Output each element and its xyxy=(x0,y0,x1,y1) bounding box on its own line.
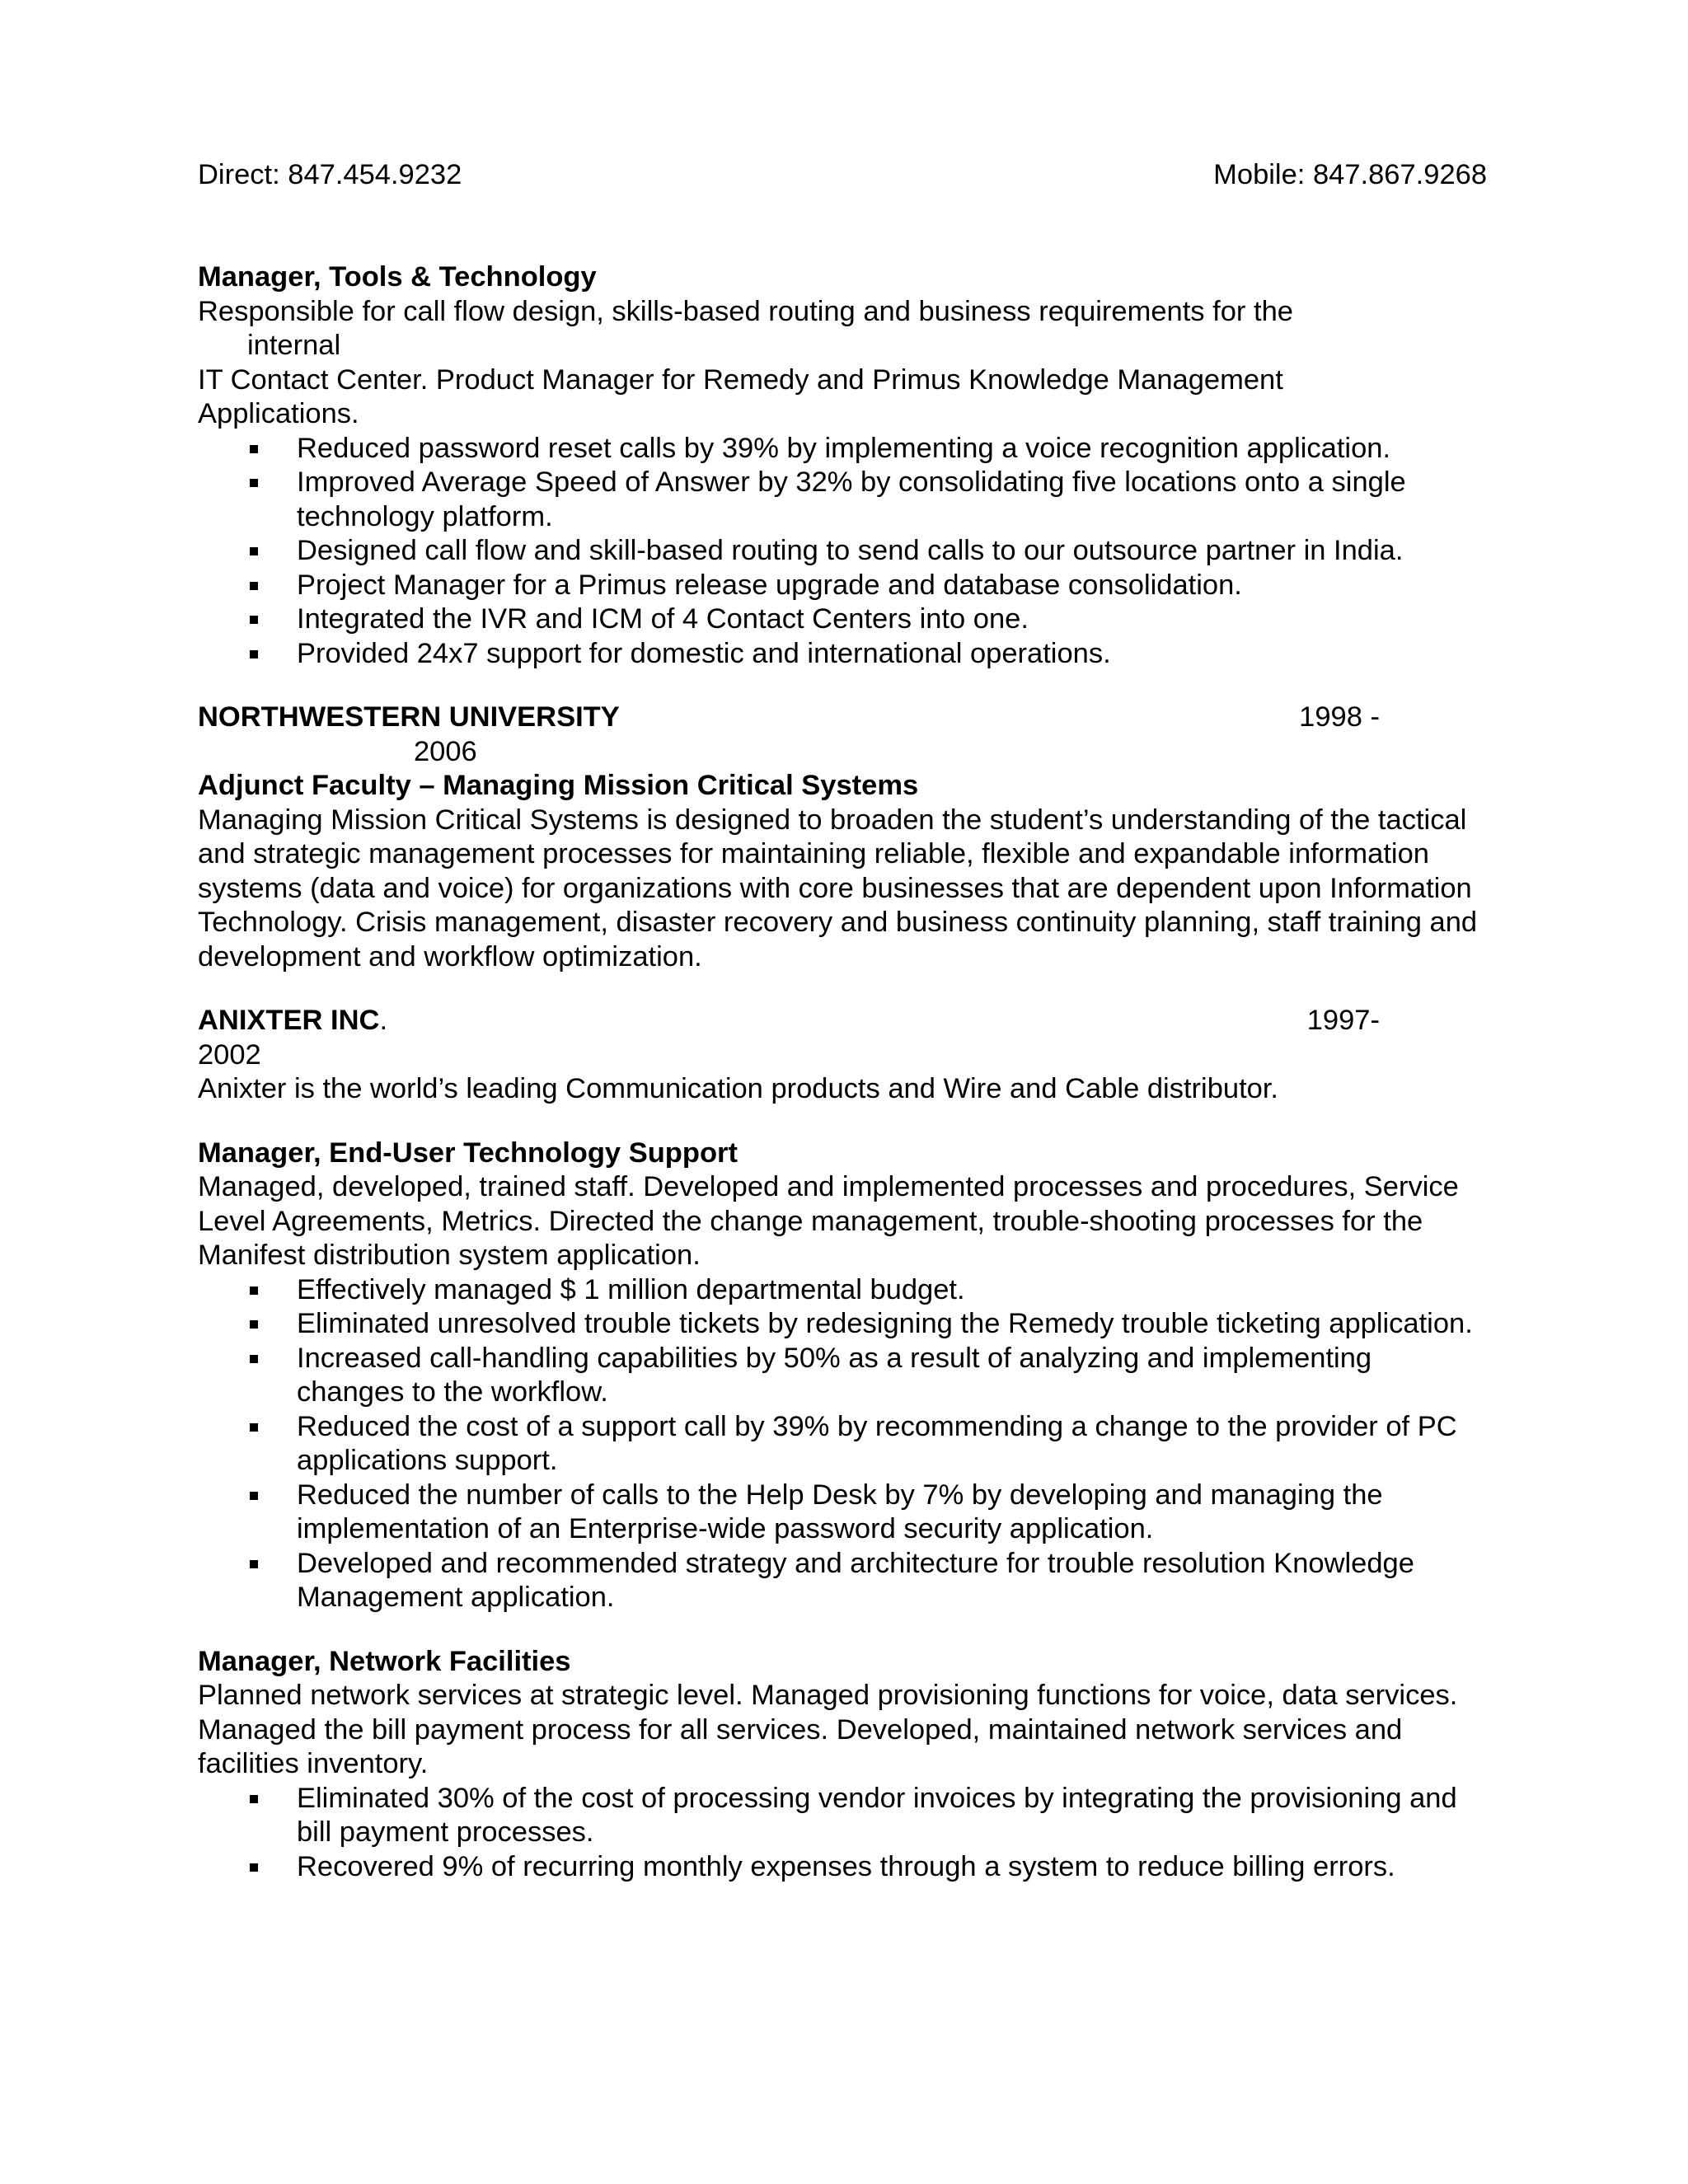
mobile-phone: Mobile: 847.867.9268 xyxy=(1213,159,1487,190)
anixter-date-start: 1997- xyxy=(1306,1005,1380,1036)
tools-desc-line1: Responsible for call flow design, skills-based routing and business requirements for the xyxy=(198,295,1293,327)
list-item: Reduced the cost of a support call by 39% by recommending a change to the provider of PC applications support. xyxy=(198,1410,1487,1479)
contact-row xyxy=(198,158,1487,193)
company-name-northwestern: NORTHWESTERN UNIVERSITY xyxy=(198,701,620,733)
tools-bullet-list xyxy=(198,432,1487,672)
company-name-anixter-period: . xyxy=(379,1005,388,1036)
list-item: Provided 24x7 support for domestic and international operations. xyxy=(198,637,1487,672)
northwestern-desc: Managing Mission Critical Systems is designed to broaden the student’s understanding of the tactical and strategic management processes for maintaining reliable, flexible and expandable information systems (data and voice) for organizations with core businesses that are dependent upon Information Technology. Crisis management, disaster recovery and business continuity planning, staff training and development and workflow optimization. xyxy=(198,804,1478,972)
tools-desc-line2: internal xyxy=(247,330,341,361)
list-item: Project Manager for a Primus release upgrade and database consolidation. xyxy=(198,569,1487,603)
section-tools-technology xyxy=(198,260,1487,671)
network-desc: Planned network services at strategic level. Managed provisioning functions for voice, data services. Managed the bill payment process for all services. Developed, maintained network services and facilities inventory. xyxy=(198,1680,1458,1779)
list-item: Eliminated 30% of the cost of processing vendor invoices by integrating the provisioning and bill payment processes. xyxy=(198,1782,1487,1850)
end-user-desc: Managed, developed, trained staff. Developed and implemented processes and procedures, Service Level Agreements, Metrics. Directed the change management, trouble-shooting processes for the Manifest distribution system application. xyxy=(198,1171,1459,1271)
anixter-date-end: 2002 xyxy=(198,1038,261,1071)
job-title-end-user: Manager, End-User Technology Support xyxy=(198,1137,738,1169)
job-title-adjunct: Adjunct Faculty – Managing Mission Critical Systems xyxy=(198,770,919,801)
job-title-tools: Manager, Tools & Technology xyxy=(198,261,597,293)
list-item: Reduced the number of calls to the Help Desk by 7% by developing and managing the implementation of an Enterprise-wide password security application. xyxy=(198,1479,1487,1547)
northwestern-date-end: 2006 xyxy=(414,735,477,767)
list-item: Developed and recommended strategy and architecture for trouble resolution Knowledge Management application. xyxy=(198,1547,1487,1615)
resume-content xyxy=(198,260,1487,1884)
network-bullet-list xyxy=(198,1782,1487,1885)
direct-phone: Direct: 847.454.9232 xyxy=(198,159,462,190)
list-item: Integrated the IVR and ICM of 4 Contact Centers into one. xyxy=(198,602,1487,637)
end-user-bullet-list xyxy=(198,1273,1487,1615)
section-end-user-support xyxy=(198,1137,1487,1615)
tools-desc-line4: Applications. xyxy=(198,398,359,429)
northwestern-header xyxy=(198,701,1487,735)
section-network-facilities xyxy=(198,1645,1487,1885)
anixter-header xyxy=(198,1004,1487,1038)
list-item: Designed call flow and skill-based routing to send calls to our outsource partner in India. xyxy=(198,534,1487,569)
northwestern-date-start: 1998 - xyxy=(1299,701,1380,733)
company-name-anixter: ANIXTER INC xyxy=(198,1005,380,1036)
job-title-network: Manager, Network Facilities xyxy=(198,1645,571,1677)
list-item: Improved Average Speed of Answer by 32% by consolidating five locations onto a single technology platform. xyxy=(198,466,1487,534)
list-item: Increased call-handling capabilities by 50% as a result of analyzing and implementing changes to the workflow. xyxy=(198,1342,1487,1410)
list-item: Recovered 9% of recurring monthly expenses through a system to reduce billing errors. xyxy=(198,1850,1487,1885)
list-item: Reduced password reset calls by 39% by implementing a voice recognition application. xyxy=(198,432,1487,466)
tools-desc-line3: IT Contact Center. Product Manager for Remedy and Primus Knowledge Management xyxy=(198,363,1283,396)
company-name-anixter-wrap xyxy=(198,1004,387,1038)
list-item: Effectively managed $ 1 million departmental budget. xyxy=(198,1273,1487,1308)
list-item: Eliminated unresolved trouble tickets by redesigning the Remedy trouble ticketing application. xyxy=(198,1307,1487,1342)
section-anixter xyxy=(198,1004,1487,1107)
section-northwestern xyxy=(198,701,1487,974)
anixter-desc: Anixter is the world’s leading Communication products and Wire and Cable distributor. xyxy=(198,1073,1279,1104)
